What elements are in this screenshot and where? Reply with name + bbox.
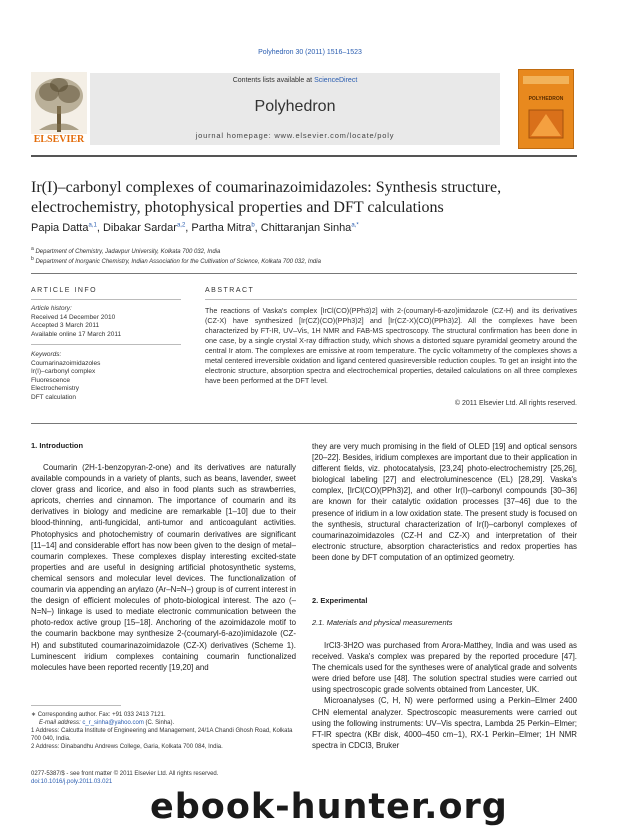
footnote-1: 1 Address: Calcutta Institute of Engineering and Management, 24/1A Chandi Ghosh Road, Kolkata 700 040, India.: [31, 728, 293, 742]
history-received: Received 14 December 2010: [31, 313, 116, 321]
experimental-heading: 2. Experimental: [312, 596, 368, 605]
journal-homepage[interactable]: journal homepage: www.elsevier.com/locate/poly: [195, 131, 395, 140]
journal-name: Polyhedron: [254, 98, 336, 115]
keywords: [31, 351, 181, 403]
introduction-text: [31, 462, 296, 673]
contents-prefix: Contents lists available at: [232, 77, 313, 84]
affiliation-b: $^b$ Department of Inorganic Chemistry, Indian Association for the Cultivation of Science, Kolkata 700 032, India: [31, 256, 321, 265]
issn-doi: [31, 770, 296, 786]
keyword-2: Ir(I)–carbonyl complex: [31, 368, 96, 376]
right-paragraph-1: they are very much promising in the field of OLED [19] and optical sensors [20–22]. Besides, iridium complexes are important due to their application in different fields, viz. photocatalysis, [23,24] photo-electrochemistry [25,26], biological labeling [27] and electroluminescence (EL) [28,29]. Vaska's complex, [IrCl(CO)(PPh3)2], and other Ir(I)–carbonyl compounds [30–36] are known for their catalytic oxidation processes [37–46] due to the presence of iridium in a low oxidation state. The present study is focused on the synthesis, structural characterization of Ir(I)–carbonyl complexes of coumarinazoimidazoles (CZ-H and CZ-X) and interpretation of their electronic structure, absorption characteristics and redox properties has been done by DFT computation of an optimized geometry.: [312, 442, 577, 562]
abstract-heading: ABSTRACT: [205, 287, 255, 294]
keyword-4: Electrochemistry: [31, 385, 80, 393]
author-2[interactable]: Dibakar Sardar$^{a,2}$: [102, 222, 186, 234]
keywords-divider: [31, 344, 181, 345]
history-online: Available online 17 March 2011: [31, 330, 122, 338]
keyword-5: DFT calculation: [31, 393, 77, 401]
introduction-paragraph: Coumarin (2H-1-benzopyran-2-one) and its derivatives are naturally available compounds in a variety of plants, such as beans, lavender, sweet clover grass and licorice, and also in food plants such as strawberries, apricots, cherries and cinnamon. The importance of coumarin and its derivatives in biology and medicine are remarkable [1–10] due to their blood-thinning, anti-fungicidal, anti-tumor and anticoagulant activities. Photophysics and photochemistry of coumarin derivatives are significant [11–14] and considerable effort has now been given to the design of metal–coumarin complexes. These complexes display interesting excited-state properties and are useful in designing artificial photosynthetic systems, chemical sensors and molecular level devices. The functionalization of coumarin via appending an arylazo (Ar–N=N–) group is of current interest in the design of efficient molecules of photo-biological interest. The azo (–N=N–) linkage is used to mediate electronic communication between the photo-redox active group [15–18]. Anchoring of the azoimidazole motif to the coumarin backbone may synthesize 2-(coumaryl-6-azo)imidazole (CZ-H) and substituted coumarinazoimidazole (CZ-X) derivatives (Scheme 1). Luminescent iridium complexes containing coumarin functionalized molecules have been reported recently [19,20] and: [31, 463, 296, 672]
sciencedirect-link[interactable]: ScienceDirect: [314, 77, 358, 84]
issn-line: 0277-5387/$ - see front matter © 2011 Elsevier Ltd. All rights reserved.: [31, 771, 219, 777]
keywords-label: Keywords:: [31, 351, 62, 358]
abstract-copyright: © 2011 Elsevier Ltd. All rights reserved.: [454, 400, 577, 407]
author-3[interactable]: Partha Mitra$^b$: [191, 222, 255, 234]
email-note: E-mail address: c_r_sinha@yahoo.com (C. Sinha).: [39, 720, 175, 726]
author-1[interactable]: Papia Datta$^{a,1}$: [31, 222, 97, 234]
affiliation-divider: [31, 273, 577, 274]
email-link[interactable]: c_r_sinha@yahoo.com: [82, 720, 144, 726]
header-divider: [31, 155, 577, 157]
affiliation-a: $^a$ Department of Chemistry, Jadavpur University, Kolkata 700 032, India: [31, 246, 221, 255]
article-title: Ir(I)–carbonyl complexes of coumarinazoimidazoles: Synthesis structure, electrochemistry, photophysical properties and DFT calculations: [31, 179, 502, 216]
history-label: Article history:: [31, 305, 72, 312]
author-4[interactable]: Chittaranjan Sinha$^{a,*}$: [260, 222, 359, 234]
cover-title: POLYHEDRON: [528, 96, 564, 102]
experimental-text: [312, 640, 577, 751]
journal-reference[interactable]: Polyhedron 30 (2011) 1516–1523: [258, 49, 362, 56]
author-list: Papia Datta$^{a,1}$, Dibakar Sardar$^{a,2}$, Partha Mitra$^b$, Chittaranjan Sinha$^{a,*}$: [31, 222, 359, 234]
right-column-text: [312, 441, 577, 563]
experimental-paragraph-2: Microanalyses (C, H, N) were performed using a Perkin–Elmer 2400 CHN elemental analyzer. Spectroscopic measurements were carried out using the following instruments: UV–Vis spectra, Lambda 25 Perkin–Elmer; FT-IR spectra (KBr disk, 4000–450 cm−1), RX-1 Perkin–Elmer; 1H NMR spectra in CDCl3, Bruker: [312, 696, 577, 750]
footnotes: [31, 711, 296, 751]
keyword-3: Fluorescence: [31, 376, 71, 384]
materials-subheading: 2.1. Materials and physical measurements: [312, 618, 453, 627]
experimental-paragraph-1: IrCl3·3H2O was purchased from Arora-Matthey, India and was used as received. Vaska's complex was prepared by the reported procedure [47]. The chemicals used for the syntheses were of analytical grade and solvents were dried before use [48]. The solution spectral studies were carried out using spectroscopic grade solvents obtained from Lancester, UK.: [312, 641, 577, 695]
article-info-divider: [31, 299, 181, 300]
abstract-text: The reactions of Vaska's complex [IrCl(CO)(PPh3)2] with 2-(coumaryl-6-azo)imidazole (CZ-H) and its derivatives (CZ-X) have synthesized [Ir(CZ)(CO)(PPh3)2] and [Ir(CZ-X)(CO)(PPh3)2]. All the complexes have been characterized by FT-IR, UV–Vis, 1H NMR and FAB-MS spectroscopy. The structural confirmation has been done in one case, by a single crystal X-ray diffraction study, which shows a distorted square pyramidal geometry around the central Ir atom. The complexes are emissive at room temperature. The cyclic voltammetry of the complexes shows a metal centered irreversible oxidation and ligand centered quasireversible reduction couples. To get an insight into the electronic structure, absorption spectra and electrochemical properties, detailed calculations on all three complexes have been performed at the DFT level.: [205, 306, 577, 385]
introduction-heading: 1. Introduction: [31, 441, 84, 450]
keyword-1: Coumarinazoimidazoles: [31, 359, 101, 367]
footnote-2: 2 Address: Dinabandhu Andrews College, Garia, Kolkata 700 084, India.: [31, 744, 223, 750]
article-history: [31, 305, 181, 339]
publisher-name: ELSEVIER: [33, 134, 85, 145]
footnote-divider: [31, 705, 121, 706]
journal-cover-image: [518, 69, 574, 149]
article-info-heading: ARTICLE INFO: [31, 287, 98, 294]
abstract-bottom-divider: [31, 423, 577, 424]
watermark-text: ebook-hunter.org: [150, 787, 508, 827]
abstract-divider: [205, 299, 577, 300]
history-accepted: Accepted 3 March 2011: [31, 322, 100, 330]
corresponding-author-note: ∗ Corresponding author. Fax: +91 033 2413 7121.: [31, 712, 166, 718]
doi-link[interactable]: doi:10.1016/j.poly.2011.03.021: [31, 779, 113, 785]
contents-line: [90, 77, 500, 84]
